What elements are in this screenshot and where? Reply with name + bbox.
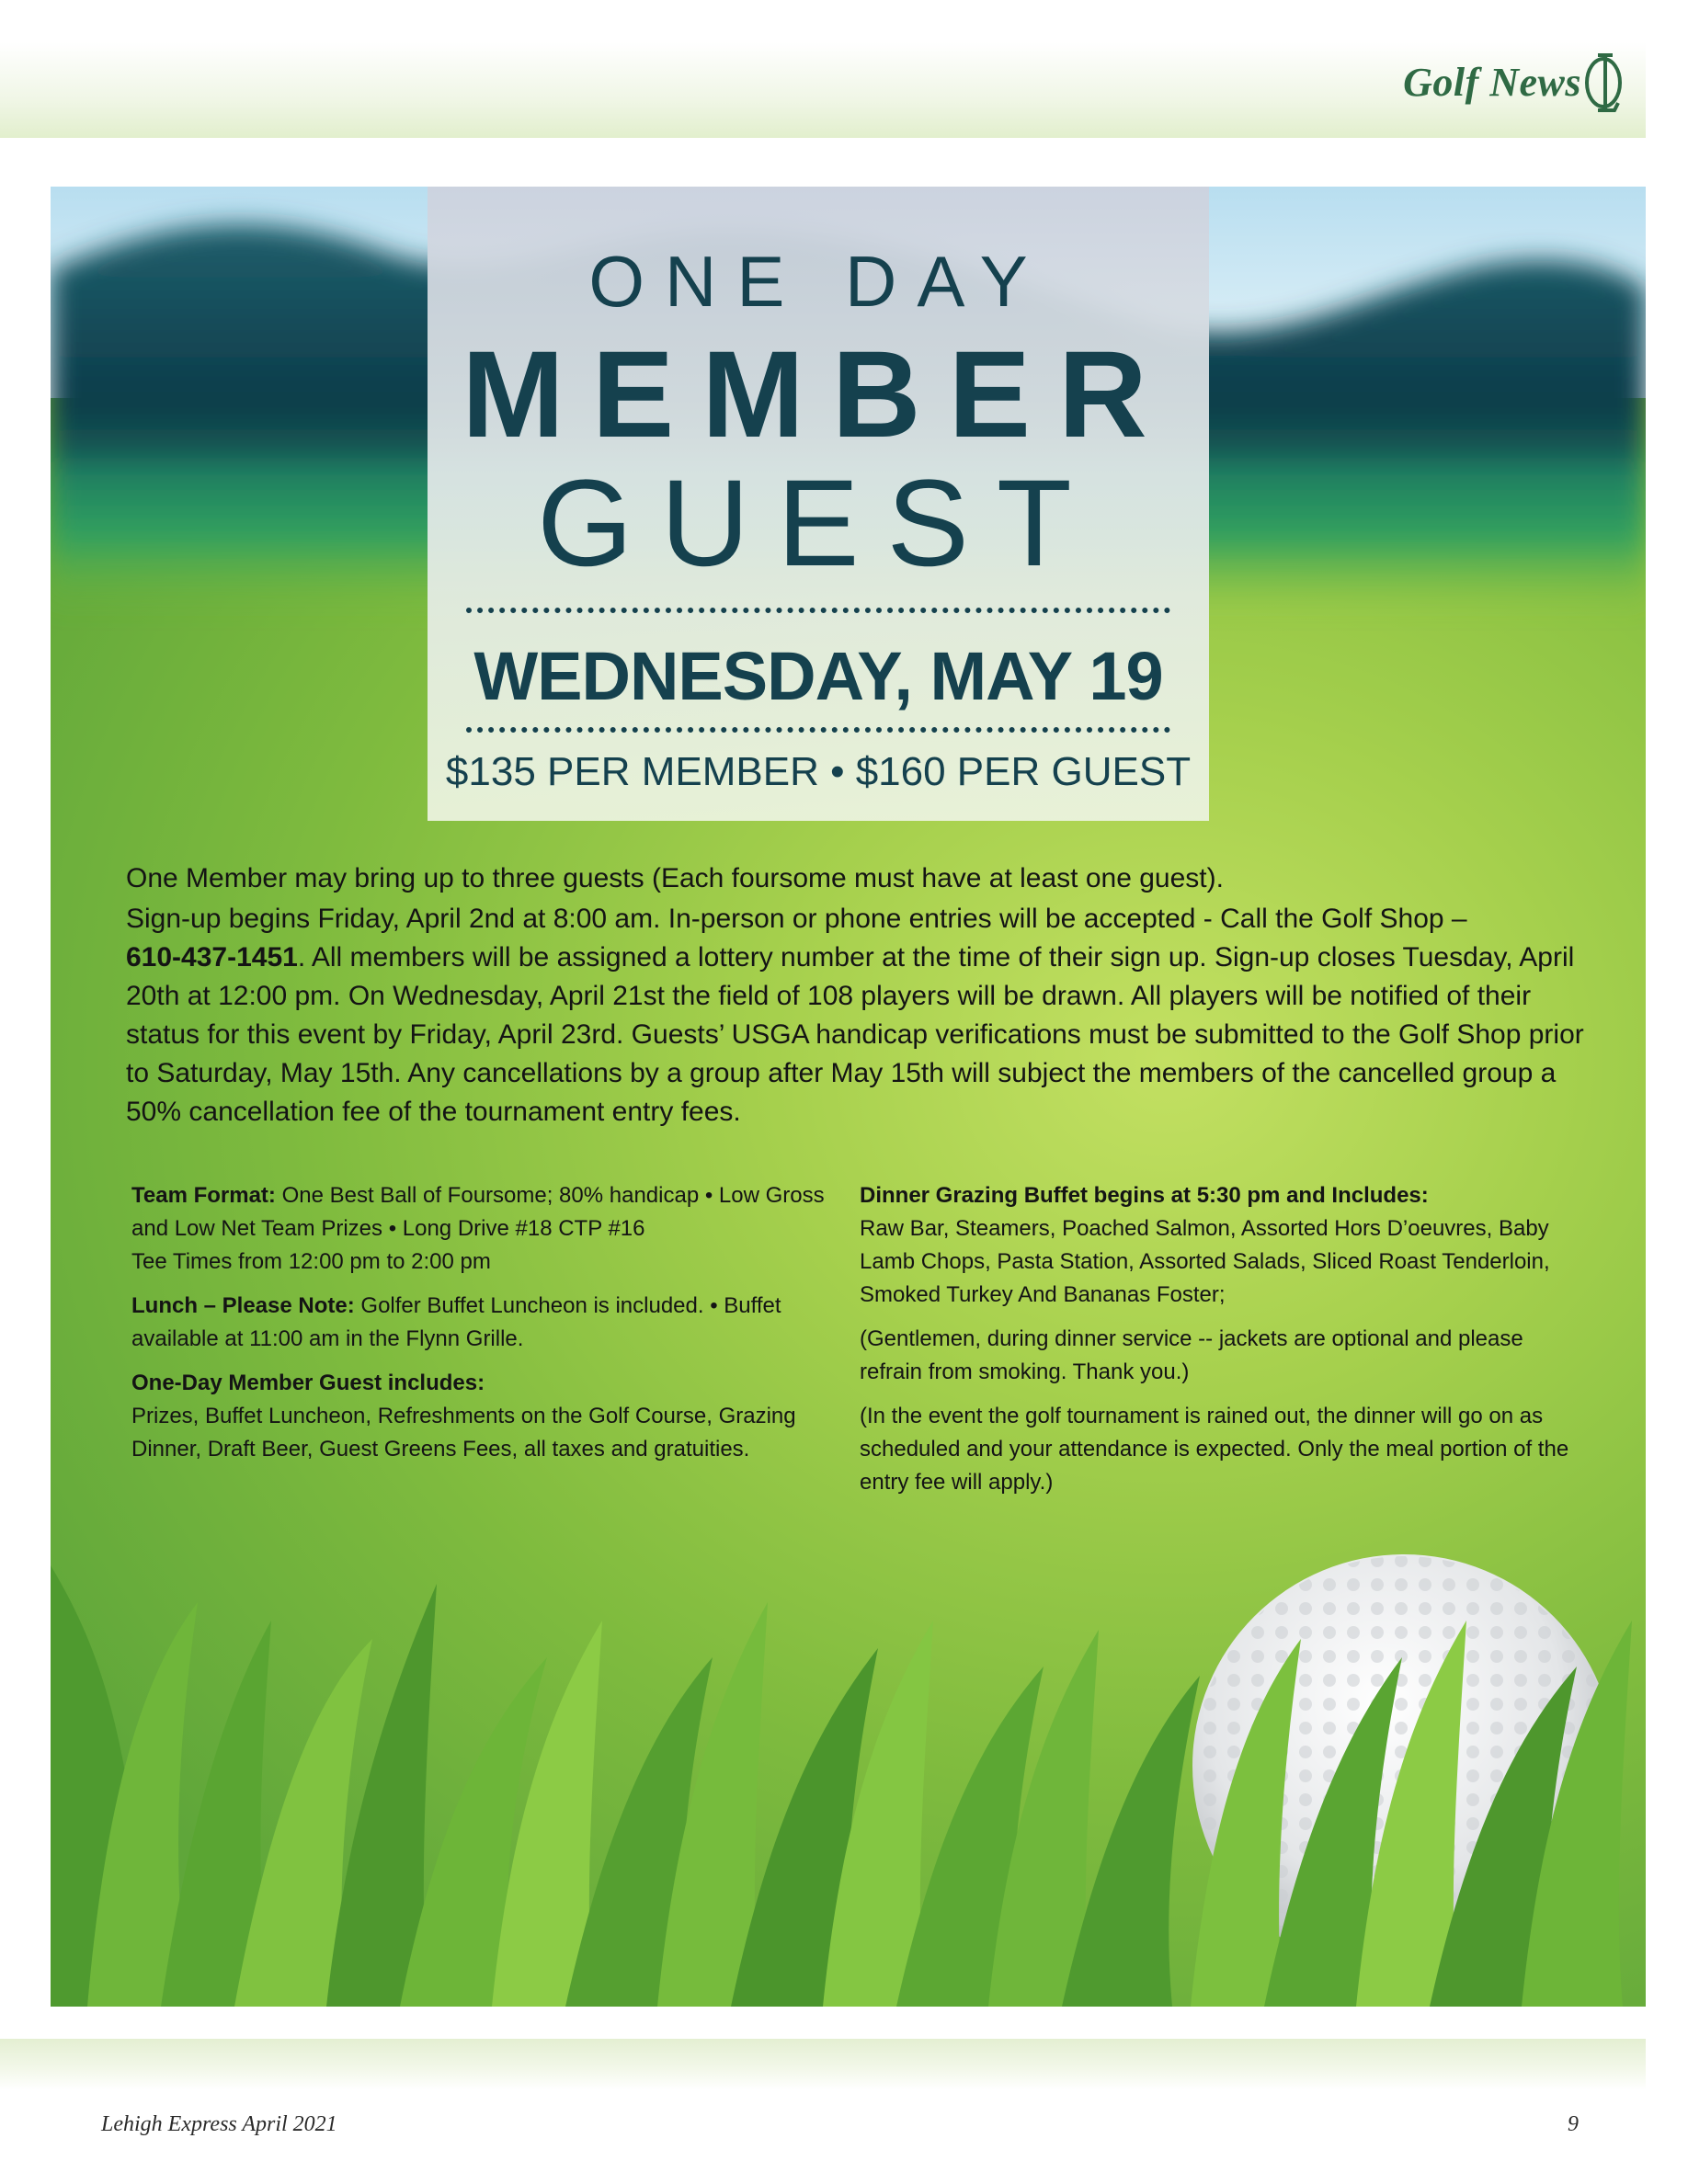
page-number: 9 — [1568, 2112, 1579, 2136]
tee-times: Tee Times from 12:00 pm to 2:00 pm — [131, 1249, 491, 1274]
title-guest: GUEST — [537, 455, 1100, 592]
event-date: WEDNESDAY, MAY 19 — [473, 638, 1163, 714]
lunch-text: Golfer Buffet Luncheon is included. • Buffet available at 11:00 am in the Flynn Grille. — [131, 1293, 781, 1351]
signup-text-b: . All members will be assigned a lottery number at the time of their sign up. Sign-up closes Tuesday, April 20th at 12:00 pm. On Wednesday, April 21st the field of 108 players will be drawn. All players will be notified of their status for this event by Friday, April 23rd. Guests’ USGA handicap verifications must be submitted to the Golf Shop prior to Saturday, May 15th. Any cancellations by a group after May 15th will subject the members of the cancelled group a 50% cancellation fee of the tournament entry fees. — [126, 942, 1584, 1127]
dotted-divider-bottom — [466, 727, 1170, 733]
team-format-label: Team Format: — [131, 1183, 276, 1208]
intro-paragraph-signup — [126, 900, 1588, 1132]
dinner-heading: Dinner Grazing Buffet begins at 5:30 pm and Includes: — [860, 1183, 1429, 1208]
golf-shop-phone: 610-437-1451 — [126, 942, 298, 973]
section-title: Golf News — [1403, 60, 1581, 105]
grass-blades — [51, 1565, 1200, 2007]
footer-band — [0, 2039, 1646, 2090]
signup-text-a: Sign-up begins Friday, April 2nd at 8:00 am. In-person or phone entries will be accepted - Call the Golf Shop – — [126, 904, 1467, 934]
dinner-menu: Raw Bar, Steamers, Poached Salmon, Assorted Hors D’oeuvres, Baby Lamb Chops, Pasta Station, Assorted Salads, Sliced Roast Tenderloin, Smoked Turkey And Bananas Foster; — [860, 1216, 1550, 1307]
event-pricing: $135 PER MEMBER • $160 PER GUEST — [445, 749, 1192, 794]
club-monogram-icon — [1578, 46, 1629, 119]
includes-heading: One-Day Member Guest includes: — [131, 1371, 485, 1395]
golf-ball-icon — [1191, 1554, 1632, 2007]
includes — [131, 1367, 830, 1466]
hero-poster — [51, 187, 1646, 2007]
publication-name: Lehigh Express April 2021 — [101, 2112, 337, 2136]
includes-text: Prizes, Buffet Luncheon, Refreshments on the Golf Course, Grazing Dinner, Draft Beer, Guest Greens Fees, all taxes and gratuities. — [131, 1404, 796, 1462]
details-left-column — [131, 1179, 830, 1477]
title-panel — [428, 187, 1209, 821]
dinner-section — [860, 1179, 1577, 1312]
dress-note: (Gentlemen, during dinner service -- jackets are optional and please refrain from smoking. Thank you.) — [860, 1326, 1523, 1384]
dotted-divider-top — [466, 608, 1170, 613]
header-band — [0, 42, 1646, 138]
team-format-text: One Best Ball of Foursome; 80% handicap • Low Gross and Low Net Team Prizes • Long Drive #18 CTP #16 — [131, 1183, 825, 1241]
rain-note: (In the event the golf tournament is rained out, the dinner will go on as scheduled and your attendance is expected. Only the meal portion of the entry fee will apply.) — [860, 1404, 1569, 1495]
title-one-day: ONE DAY — [588, 241, 1048, 322]
intro-text — [126, 859, 1588, 1133]
title-member: MEMBER — [462, 326, 1175, 463]
lunch-label: Lunch – Please Note: — [131, 1293, 355, 1318]
intro-paragraph-guests: One Member may bring up to three guests (Each foursome must have at least one guest). — [126, 863, 1224, 893]
details-right-column — [860, 1179, 1577, 1510]
lunch-note — [131, 1290, 830, 1356]
team-format — [131, 1179, 830, 1279]
